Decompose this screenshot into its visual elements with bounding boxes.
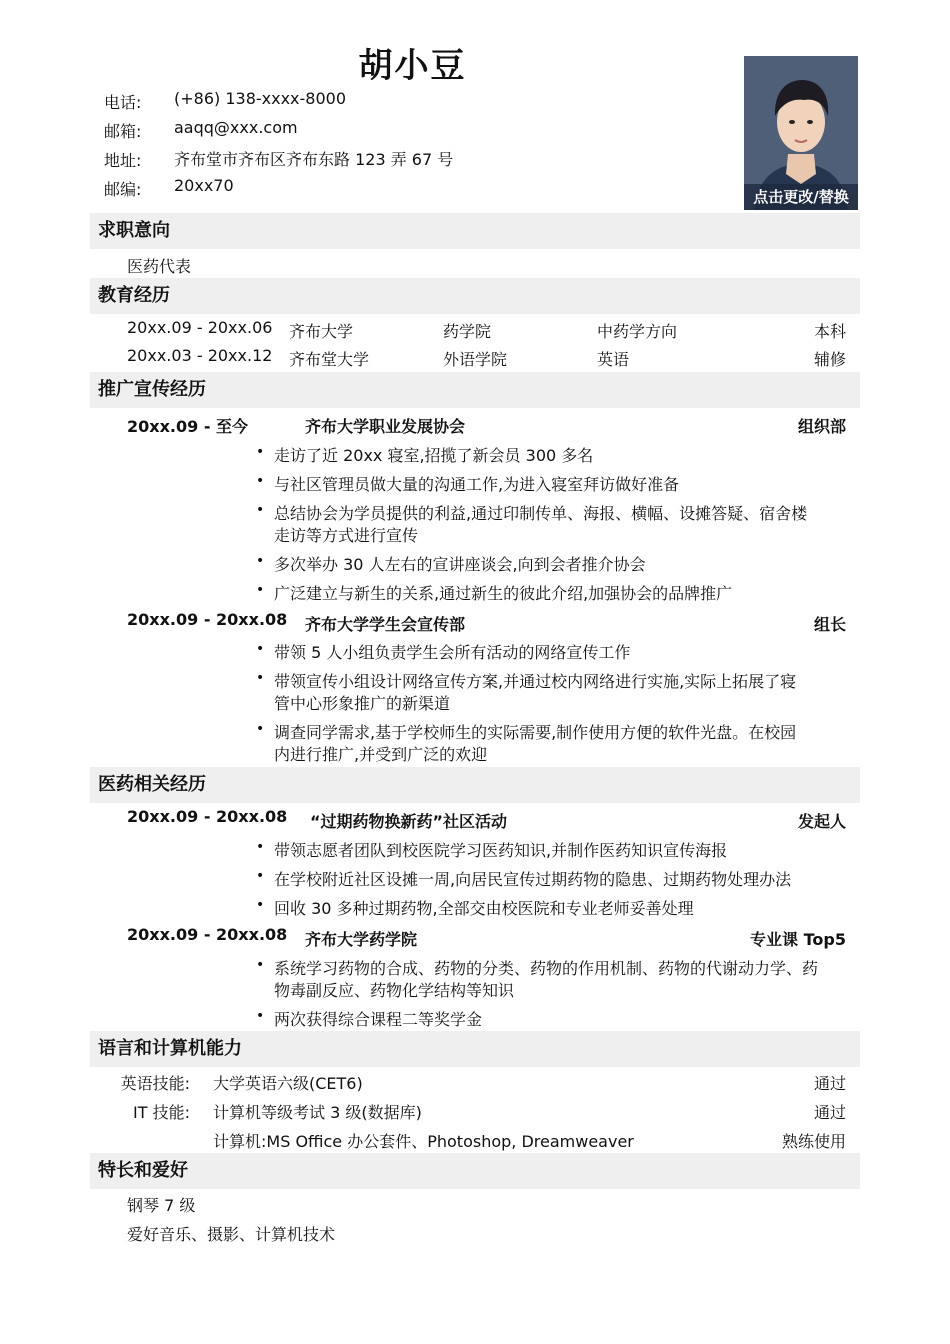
section-skills: 语言和计算机能力: [90, 1031, 860, 1067]
address-label: 地址:: [104, 151, 142, 170]
list-item-continued: 物毒副反应、药物化学结构等知识: [274, 981, 515, 1000]
bullet-icon: •: [256, 553, 265, 569]
bullet-icon: •: [256, 641, 265, 657]
section-education: 教育经历: [90, 278, 860, 314]
list-item-continued: 管中心形象推广的新渠道: [274, 694, 451, 713]
skill-value: 计算机:MS Office 办公套件、Photoshop, Dreamweaver: [213, 1132, 634, 1151]
skill-label: IT 技能:: [133, 1103, 190, 1122]
edu-degree: 本科: [813, 322, 846, 341]
section-hobbies: 特长和爱好: [90, 1153, 860, 1189]
bullet-icon: •: [256, 839, 265, 855]
edu-degree: 辅修: [813, 350, 846, 369]
address-value: 齐布堂市齐布区齐布东路 123 弄 67 号: [174, 150, 454, 169]
edu-date: 20xx.09 - 20xx.06: [127, 318, 273, 337]
entry-role: 发起人: [797, 812, 846, 831]
edu-major: 中药学方向: [597, 322, 678, 341]
zip-label: 邮编:: [104, 180, 142, 199]
edu-school: 齐布堂大学: [289, 350, 370, 369]
edu-major: 英语: [597, 350, 630, 369]
entry-org: “过期药物换新药”社区活动: [310, 812, 508, 831]
edu-date: 20xx.03 - 20xx.12: [127, 346, 273, 365]
bullet-icon: •: [256, 897, 265, 913]
list-item: 在学校附近社区设摊一周,向居民宣传过期药物的隐患、过期药物处理办法: [274, 870, 792, 889]
photo-change-caption[interactable]: 点击更改/替换: [744, 184, 858, 210]
entry-org: 齐布大学职业发展协会: [305, 417, 466, 436]
section-promotion: 推广宣传经历: [90, 372, 860, 408]
edu-college: 外语学院: [443, 350, 508, 369]
candidate-name: 胡小豆: [358, 46, 467, 86]
skill-value: 计算机等级考试 3 级(数据库): [213, 1103, 422, 1122]
list-item: 两次获得综合课程二等奖学金: [274, 1010, 483, 1029]
entry-role: 组长: [813, 615, 846, 634]
phone-value: (+86) 138-xxxx-8000: [174, 89, 347, 108]
entry-date: 20xx.09 - 至今: [127, 417, 249, 436]
email-value: aaqq@xxx.com: [174, 118, 298, 137]
list-item-continued: 走访等方式进行宣传: [274, 526, 419, 545]
list-item: 多次举办 30 人左右的宣讲座谈会,向到会者推介协会: [274, 555, 646, 574]
bullet-icon: •: [256, 670, 265, 686]
bullet-icon: •: [256, 582, 265, 598]
entry-date: 20xx.09 - 20xx.08: [127, 925, 288, 944]
list-item: 走访了近 20xx 寝室,招揽了新会员 300 多名: [274, 446, 594, 465]
skill-label: 英语技能:: [120, 1074, 190, 1093]
section-medical: 医药相关经历: [90, 767, 860, 803]
bullet-icon: •: [256, 502, 265, 518]
entry-org: 齐布大学学生会宣传部: [305, 615, 466, 634]
entry-org: 齐布大学药学院: [305, 930, 418, 949]
list-item: 系统学习药物的合成、药物的分类、药物的作用机制、药物的代谢动力学、药: [274, 959, 819, 978]
skill-level: 通过: [813, 1074, 846, 1093]
phone-label: 电话:: [104, 93, 142, 112]
list-item: 与社区管理员做大量的沟通工作,为进入寝室拜访做好准备: [274, 475, 680, 494]
list-item: 调查同学需求,基于学校师生的实际需要,制作使用方便的软件光盘。在校园: [274, 723, 797, 742]
list-item: 广泛建立与新生的关系,通过新生的彼此介绍,加强协会的品牌推广: [274, 584, 733, 603]
entry-role: 组织部: [797, 417, 846, 436]
entry-date: 20xx.09 - 20xx.08: [127, 807, 288, 826]
list-item: 带领 5 人小组负责学生会所有活动的网络宣传工作: [274, 643, 631, 662]
list-item: 总结协会为学员提供的利益,通过印制传单、海报、横幅、设摊答疑、宿舍楼: [274, 504, 808, 523]
list-item: 回收 30 多种过期药物,全部交由校医院和专业老师妥善处理: [274, 899, 694, 918]
list-item: 带领志愿者团队到校医院学习医药知识,并制作医药知识宣传海报: [274, 841, 728, 860]
list-item-continued: 内进行推广,并受到广泛的欢迎: [274, 745, 488, 764]
objective-value: 医药代表: [127, 257, 192, 276]
skill-level: 通过: [813, 1103, 846, 1122]
skill-value: 大学英语六级(CET6): [213, 1074, 363, 1093]
bullet-icon: •: [256, 444, 265, 460]
bullet-icon: •: [256, 721, 265, 737]
entry-role: 专业课 Top5: [750, 930, 846, 949]
hobby-item: 钢琴 7 级: [127, 1196, 196, 1215]
entry-date: 20xx.09 - 20xx.08: [127, 610, 288, 629]
bullet-icon: •: [256, 957, 265, 973]
edu-school: 齐布大学: [289, 322, 354, 341]
section-objective: 求职意向: [90, 213, 860, 249]
edu-college: 药学院: [443, 322, 492, 341]
zip-value: 20xx70: [174, 176, 234, 195]
skill-level: 熟练使用: [781, 1132, 846, 1151]
bullet-icon: •: [256, 1008, 265, 1024]
bullet-icon: •: [256, 868, 265, 884]
hobby-item: 爱好音乐、摄影、计算机技术: [127, 1225, 336, 1244]
list-item: 带领宣传小组设计网络宣传方案,并通过校内网络进行实施,实际上拓展了寝: [274, 672, 797, 691]
profile-photo[interactable]: [744, 56, 858, 210]
bullet-icon: •: [256, 473, 265, 489]
email-label: 邮箱:: [104, 122, 142, 141]
